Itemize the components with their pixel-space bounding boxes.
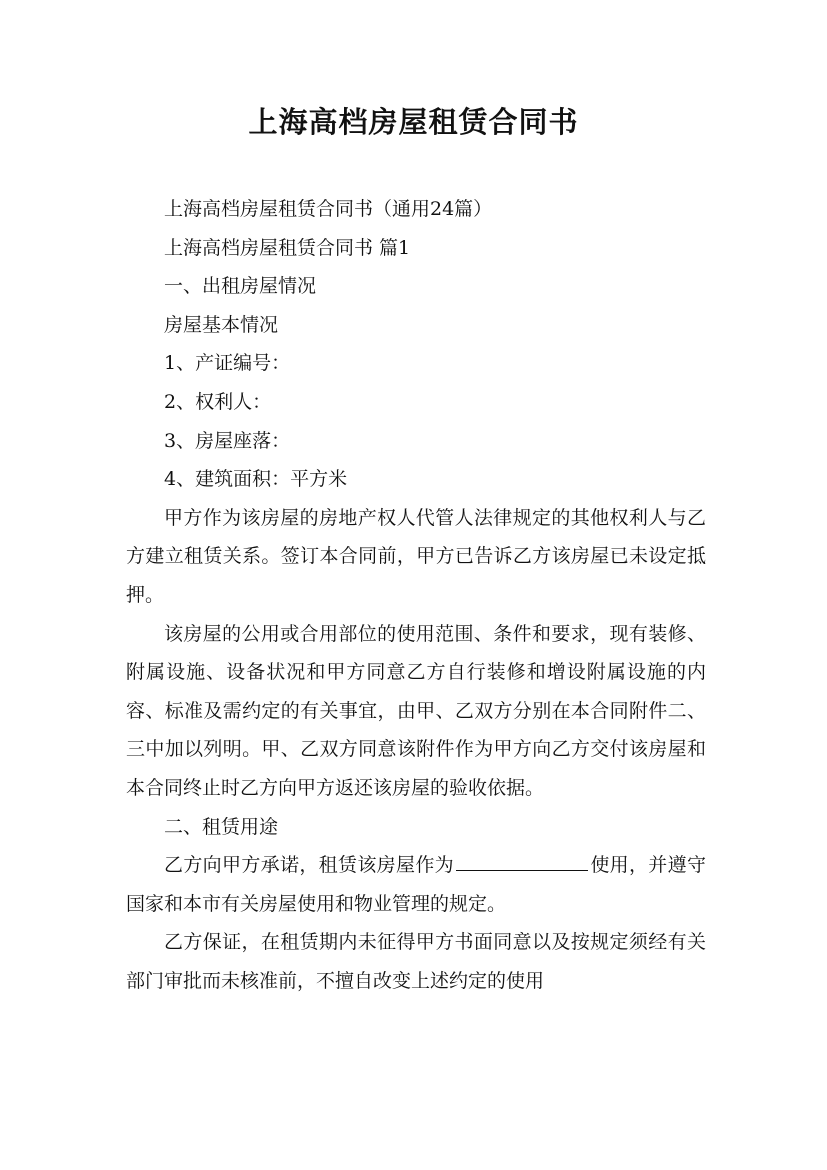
document-title: 上海高档房屋租赁合同书 (248, 105, 579, 139)
item-area: 4、建筑面积：平方米 (164, 468, 348, 491)
paragraph-facilities: 该房屋的公用或合用部位的使用范围、条件和要求，现有装修、附属设施、设备状况和甲方同意乙方自行装修和增设附属设施的内容、标准及需约定的有关事宜，由甲、乙双方分别在本合同附件二、三中加以列明。甲、乙双方同意该附件作为甲方向乙方交付该房屋和本合同终止时乙方向甲方返还该房屋的验收依据。 (126, 622, 706, 799)
usage-blank-line (456, 849, 588, 871)
document-body (126, 190, 706, 1000)
paragraph-subtitle: 上海高档房屋租赁合同书（通用24篇） (164, 198, 493, 220)
heading-rental-purpose: 二、租赁用途 (164, 815, 279, 838)
heading-rental-property: 一、出租房屋情况 (164, 275, 317, 298)
item-certificate-number: 1、产证编号： (164, 352, 291, 375)
usage-text-after: 使用，并遵守国家和本市有关房屋使用和物业管理的规定。 (126, 854, 706, 915)
item-location: 3、房屋座落： (164, 429, 291, 452)
paragraph-usage-guarantee: 乙方保证，在租赁期内未征得甲方书面同意以及按规定须经有关部门审批而未核准前，不擅自改变上述约定的使用 (126, 931, 706, 992)
paragraph-ownership: 甲方作为该房屋的房地产权人代管人法律规定的其他权利人与乙方建立租赁关系。签订本合同前，甲方已告诉乙方该房屋已未设定抵押。 (126, 506, 706, 606)
paragraph-usage-commitment (126, 846, 706, 923)
paragraph-section-label: 上海高档房屋租赁合同书 篇1 (164, 236, 411, 259)
heading-basic-info: 房屋基本情况 (164, 313, 279, 336)
usage-text-before: 乙方向甲方承诺，租赁该房屋作为 (164, 854, 454, 877)
item-owner: 2、权利人： (164, 390, 272, 413)
